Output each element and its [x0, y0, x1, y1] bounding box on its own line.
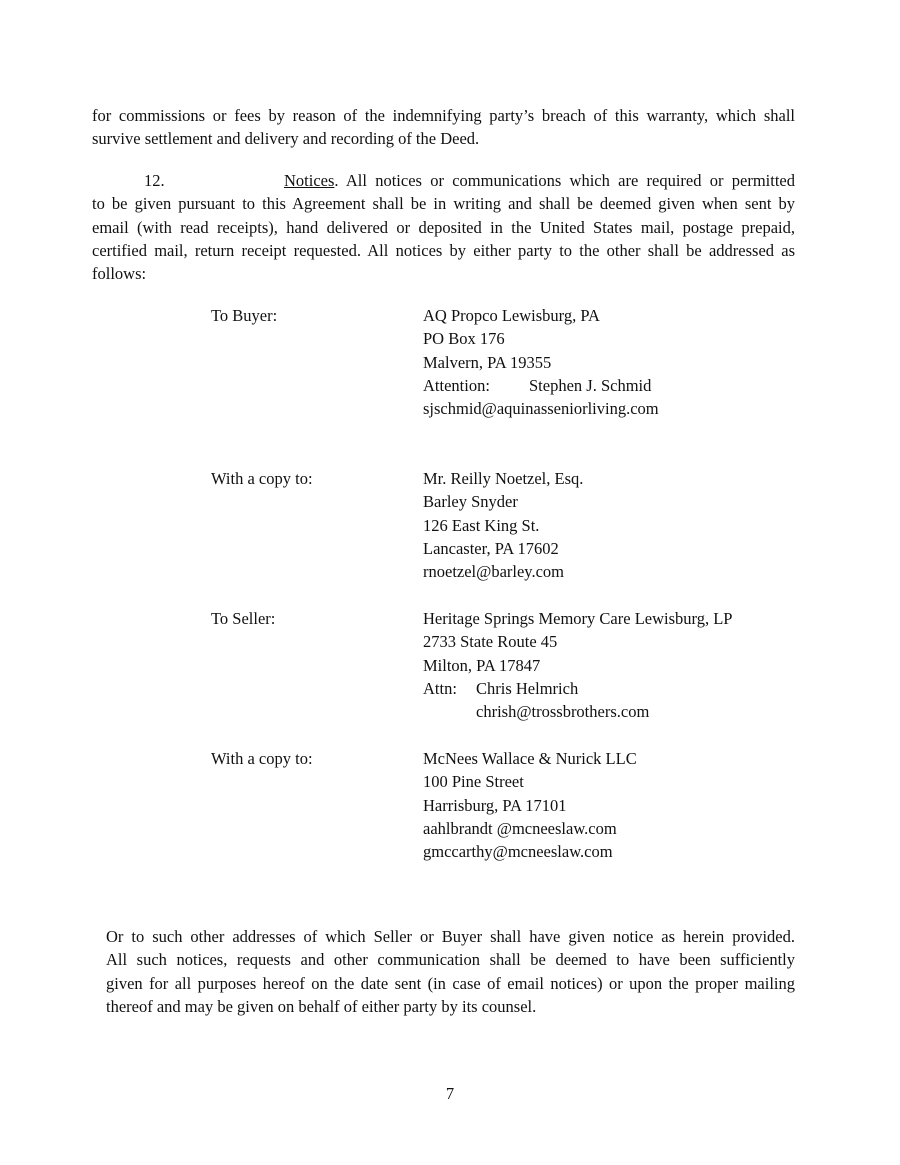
recipient-label-seller-copy: With a copy to:	[211, 749, 313, 768]
attention-line: Attn: Chris Helmrich	[423, 678, 579, 698]
email-line: chrish@trossbrothers.com	[476, 702, 650, 722]
text-line: thereof and may be given on behalf of either party by its counsel.	[106, 996, 537, 1016]
section-number: 12.	[144, 171, 165, 190]
text-line: All such notices, requests and other communication shall be deemed to have been sufficiently	[106, 950, 795, 970]
email-line: rnoetzel@barley.com	[423, 562, 565, 582]
email-line: sjschmid@aquinasseniorliving.com	[423, 399, 659, 419]
attention-line: Attention: Stephen J. Schmid	[423, 375, 652, 395]
text-line: to be given pursuant to this Agreement shall be in writing and shall be deemed given when sent by	[92, 194, 795, 214]
address-block-seller-copy	[423, 747, 637, 863]
text-line: Or to such other addresses of which Seller or Buyer shall have given notice as herein provided.	[106, 927, 795, 946]
text-line: survive settlement and delivery and recording of the Deed.	[92, 129, 480, 149]
address-line: Milton, PA 17847	[423, 655, 541, 675]
address-line: PO Box 176	[423, 329, 505, 349]
address-line: Barley Snyder	[423, 492, 518, 512]
page-number: 7	[445, 1084, 455, 1103]
address-line: 126 East King St.	[423, 515, 540, 535]
address-line: 2733 State Route 45	[423, 632, 558, 652]
text-line: 12. Notices. All notices or communications which are required or permitted	[92, 169, 795, 192]
address-line: Harrisburg, PA 17101	[423, 795, 567, 815]
recipient-label-seller: To Seller:	[211, 609, 276, 628]
text-line: given for all purposes hereof on the date sent (in case of email notices) or upon the proper mailing	[106, 973, 795, 993]
closing-paragraph	[106, 925, 795, 1018]
intro-paragraph	[92, 104, 795, 151]
text-line: email (with read receipts), hand delivered or deposited in the United States mail, postage prepaid,	[92, 217, 795, 237]
address-line: McNees Wallace & Nurick LLC	[423, 749, 637, 768]
notices-paragraph	[92, 169, 795, 285]
address-line: Lancaster, PA 17602	[423, 538, 559, 558]
email-line: gmccarthy@mcneeslaw.com	[423, 842, 613, 862]
section-heading: Notices	[284, 171, 335, 190]
text-line: certified mail, return receipt requested. All notices by either party to the other shall be addressed as	[92, 240, 795, 260]
address-line: Malvern, PA 19355	[423, 352, 552, 372]
address-line: Mr. Reilly Noetzel, Esq.	[423, 469, 584, 488]
address-block-buyer	[423, 304, 659, 420]
address-line: Heritage Springs Memory Care Lewisburg, LP	[423, 609, 733, 628]
recipient-label-buyer: To Buyer:	[211, 306, 278, 325]
address-line: 100 Pine Street	[423, 772, 524, 792]
address-block-buyer-copy	[423, 467, 583, 583]
address-block-seller	[423, 607, 732, 723]
recipient-label-buyer-copy: With a copy to:	[211, 469, 313, 488]
email-line: aahlbrandt @mcneeslaw.com	[423, 818, 617, 838]
text-line: for commissions or fees by reason of the indemnifying party’s breach of this warranty, which shall	[92, 106, 795, 125]
text-line: follows:	[92, 264, 147, 284]
address-line: AQ Propco Lewisburg, PA	[423, 306, 600, 325]
